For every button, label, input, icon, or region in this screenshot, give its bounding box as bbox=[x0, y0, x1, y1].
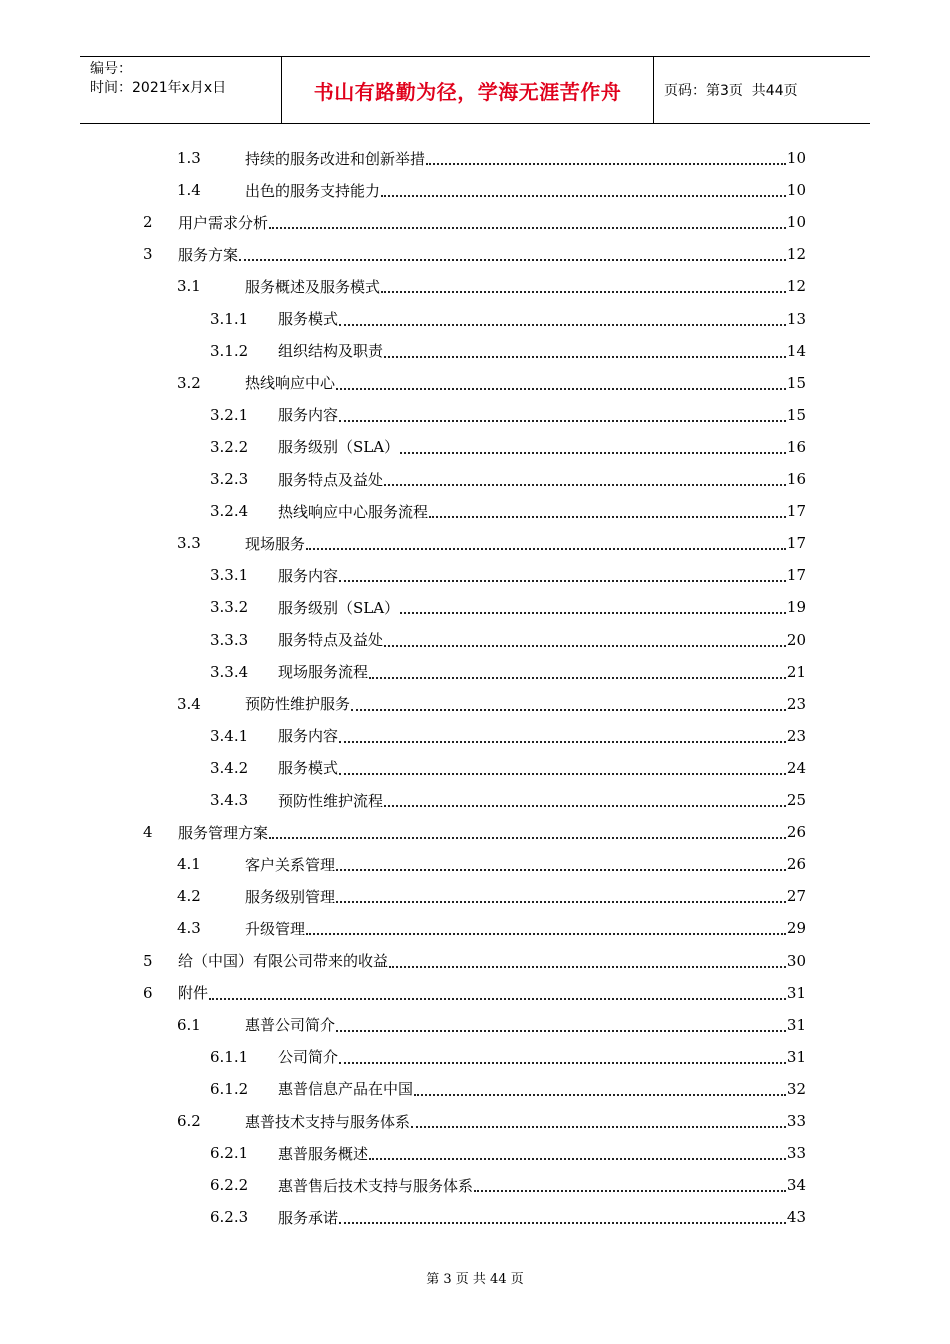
toc-entry[interactable] bbox=[177, 912, 806, 944]
toc-entry[interactable] bbox=[177, 688, 806, 720]
toc-entry-number: 6.1 bbox=[177, 1015, 201, 1034]
toc-entry-title: 惠普技术支持与服务体系 bbox=[245, 1112, 411, 1131]
toc-entry-title: 服务承诺 bbox=[278, 1208, 339, 1227]
toc-entry-title: 预防性维护服务 bbox=[245, 695, 351, 714]
toc-entry-title: 惠普公司简介 bbox=[245, 1016, 336, 1035]
toc-dot-leader bbox=[384, 789, 786, 807]
toc-entry-number: 3.3.1 bbox=[210, 566, 249, 585]
toc-entry[interactable] bbox=[210, 624, 806, 656]
toc-entry-page: 32 bbox=[786, 1079, 806, 1098]
toc-dot-leader bbox=[411, 1110, 786, 1128]
toc-entry-number: 3.2 bbox=[177, 373, 201, 392]
toc-entry-number: 3.4.3 bbox=[210, 791, 249, 809]
toc-entry-title: 服务模式 bbox=[278, 759, 339, 778]
toc-entry-page: 26 bbox=[786, 855, 806, 874]
toc-entry[interactable] bbox=[143, 977, 806, 1009]
toc-entry-number: 6.1.1 bbox=[210, 1047, 249, 1066]
toc-entry-title: 公司简介 bbox=[278, 1048, 339, 1067]
toc-entry-page: 16 bbox=[786, 470, 806, 488]
toc-entry-number: 4.2 bbox=[177, 887, 201, 906]
toc-dot-leader bbox=[336, 853, 786, 871]
toc-entry-number: 6.2.3 bbox=[210, 1208, 249, 1227]
toc-entry-page: 10 bbox=[786, 149, 806, 167]
toc-entry-page: 15 bbox=[786, 405, 806, 424]
toc-entry-number: 6.2.1 bbox=[210, 1144, 249, 1163]
toc-dot-leader bbox=[426, 147, 786, 165]
toc-dot-leader bbox=[381, 275, 786, 293]
page-header bbox=[80, 56, 870, 124]
toc-entry[interactable] bbox=[177, 848, 806, 880]
toc-entry-title: 惠普信息产品在中国 bbox=[278, 1080, 414, 1099]
toc-entry[interactable] bbox=[210, 431, 806, 463]
toc-entry[interactable] bbox=[210, 303, 806, 335]
toc-entry-page: 16 bbox=[786, 437, 806, 456]
toc-entry-page: 24 bbox=[786, 758, 806, 777]
toc-entry-page: 29 bbox=[786, 919, 806, 938]
toc-entry-page: 13 bbox=[786, 309, 806, 328]
toc-entry-page: 43 bbox=[786, 1208, 806, 1227]
toc-entry[interactable] bbox=[143, 816, 806, 848]
toc-entry-title: 持续的服务改进和创新举措 bbox=[245, 149, 426, 168]
toc-entry-title: 给（中国）有限公司带来的收益 bbox=[178, 952, 389, 970]
toc-entry[interactable] bbox=[210, 1041, 806, 1073]
toc-entry-title: 现场服务流程 bbox=[278, 663, 369, 682]
toc-dot-leader bbox=[339, 564, 786, 582]
toc-dot-leader bbox=[306, 917, 786, 935]
toc-entry[interactable] bbox=[210, 495, 806, 527]
toc-dot-leader bbox=[474, 1174, 786, 1192]
toc-entry[interactable] bbox=[143, 206, 806, 238]
toc-dot-leader bbox=[336, 885, 786, 903]
toc-dot-leader bbox=[339, 1046, 786, 1064]
toc-entry-page: 30 bbox=[786, 951, 806, 970]
header-meta bbox=[80, 57, 282, 123]
toc-entry-number: 3.2.1 bbox=[210, 405, 249, 424]
toc-dot-leader bbox=[339, 1206, 786, 1224]
document-date: 时间：2021年x月x日 bbox=[90, 80, 227, 96]
toc-entry[interactable] bbox=[210, 1137, 806, 1169]
header-page-info: 页码：第3页 共44页 bbox=[664, 83, 798, 99]
toc-dot-leader bbox=[269, 821, 786, 839]
toc-entry-number: 3.2.3 bbox=[210, 470, 249, 488]
toc-entry-title: 服务级别管理 bbox=[245, 887, 336, 906]
toc-entry-title: 服务内容 bbox=[278, 406, 339, 425]
toc-entry-title: 服务级别（SLA） bbox=[278, 438, 400, 457]
toc-entry-number: 3.4 bbox=[177, 694, 201, 713]
toc-entry-number: 3.2.4 bbox=[210, 502, 249, 521]
toc-dot-leader bbox=[351, 693, 786, 711]
toc-entry[interactable] bbox=[210, 335, 806, 367]
toc-entry-number: 3.3.4 bbox=[210, 662, 249, 681]
document-number-label: 编号： bbox=[90, 61, 132, 77]
toc-dot-leader bbox=[429, 500, 786, 518]
toc-entry-title: 附件 bbox=[178, 984, 209, 1003]
toc-entry-title: 服务内容 bbox=[278, 727, 339, 746]
toc-entry-page: 33 bbox=[786, 1144, 806, 1163]
toc-entry[interactable] bbox=[177, 174, 806, 206]
toc-entry-number: 4 bbox=[143, 823, 153, 842]
toc-entry[interactable] bbox=[210, 656, 806, 688]
toc-entry[interactable] bbox=[177, 527, 806, 559]
toc-entry-number: 3.3 bbox=[177, 534, 201, 553]
toc-entry-page: 20 bbox=[786, 630, 806, 649]
toc-dot-leader bbox=[306, 532, 786, 550]
toc-entry-page: 27 bbox=[786, 887, 806, 906]
toc-entry[interactable] bbox=[177, 270, 806, 302]
toc-entry-title: 惠普服务概述 bbox=[278, 1144, 369, 1163]
toc-dot-leader bbox=[384, 340, 786, 358]
toc-dot-leader bbox=[369, 1142, 786, 1160]
toc-entry-number: 3.1.1 bbox=[210, 309, 249, 328]
toc-entry-page: 17 bbox=[786, 566, 806, 585]
toc-entry-title: 升级管理 bbox=[245, 919, 306, 938]
toc-entry[interactable] bbox=[210, 591, 806, 623]
toc-entry-number: 4.1 bbox=[177, 855, 201, 874]
toc-entry-page: 21 bbox=[786, 662, 806, 681]
toc-entry-page: 33 bbox=[786, 1112, 806, 1130]
toc-entry-number: 3.2.2 bbox=[210, 437, 249, 456]
toc-entry-number: 2 bbox=[143, 213, 153, 232]
toc-entry-title: 服务方案 bbox=[178, 245, 239, 264]
toc-entry-number: 3.4.2 bbox=[210, 758, 249, 777]
toc-entry[interactable] bbox=[210, 463, 806, 495]
toc-entry[interactable] bbox=[143, 945, 806, 977]
toc-entry-title: 服务模式 bbox=[278, 310, 339, 328]
toc-dot-leader bbox=[389, 950, 786, 968]
toc-entry[interactable] bbox=[177, 1105, 806, 1137]
toc-entry-title: 热线响应中心 bbox=[245, 374, 336, 393]
toc-dot-leader bbox=[339, 308, 786, 326]
toc-entry[interactable] bbox=[210, 1073, 806, 1105]
toc-entry-title: 服务特点及益处 bbox=[278, 470, 384, 489]
toc-entry-number: 4.3 bbox=[177, 919, 201, 938]
toc-dot-leader bbox=[339, 757, 786, 775]
toc-entry-title: 服务内容 bbox=[278, 566, 339, 585]
toc-entry-page: 25 bbox=[786, 791, 806, 809]
toc-entry-page: 15 bbox=[786, 373, 806, 392]
toc-entry-page: 17 bbox=[786, 502, 806, 521]
toc-entry[interactable] bbox=[143, 238, 806, 270]
toc-entry[interactable] bbox=[210, 752, 806, 784]
toc-entry[interactable] bbox=[210, 1201, 806, 1233]
toc-dot-leader bbox=[269, 211, 786, 229]
toc-entry-page: 12 bbox=[786, 277, 806, 296]
toc-dot-leader bbox=[209, 982, 786, 1000]
toc-entry-number: 3.3.3 bbox=[210, 630, 249, 649]
toc-entry[interactable] bbox=[177, 1009, 806, 1041]
toc-dot-leader bbox=[384, 468, 786, 486]
toc-entry[interactable] bbox=[177, 367, 806, 399]
toc-entry[interactable] bbox=[177, 142, 806, 174]
toc-dot-leader bbox=[384, 629, 786, 647]
toc-entry-page: 10 bbox=[786, 213, 806, 232]
toc-entry-number: 3.4.1 bbox=[210, 726, 249, 745]
toc-entry-title: 客户关系管理 bbox=[245, 855, 336, 874]
toc-entry-number: 6.2.2 bbox=[210, 1176, 249, 1195]
toc-entry-title: 预防性维护流程 bbox=[278, 791, 384, 810]
toc-entry-number: 3.1 bbox=[177, 277, 201, 296]
toc-entry-title: 出色的服务支持能力 bbox=[245, 181, 381, 200]
toc-entry-number: 6 bbox=[143, 983, 153, 1002]
page-footer: 第 3 页 共 44 页 bbox=[426, 1272, 524, 1287]
toc-dot-leader bbox=[336, 1014, 786, 1032]
toc-dot-leader bbox=[414, 1078, 786, 1096]
toc-entry[interactable] bbox=[210, 559, 806, 591]
toc-dot-leader bbox=[239, 243, 786, 261]
toc-entry-title: 组织结构及职责 bbox=[278, 342, 384, 361]
toc-entry-number: 3 bbox=[143, 245, 153, 264]
header-motto: 书山有路勤为径，学海无涯苦作舟 bbox=[282, 57, 654, 123]
toc-entry-title: 服务特点及益处 bbox=[278, 631, 384, 649]
toc-entry-number: 6.2 bbox=[177, 1112, 201, 1130]
toc-entry[interactable] bbox=[210, 784, 806, 816]
toc-entry-title: 服务级别（SLA） bbox=[278, 598, 400, 617]
toc-entry-page: 31 bbox=[786, 983, 806, 1002]
toc-entry-title: 用户需求分析 bbox=[178, 213, 269, 232]
toc-entry-page: 31 bbox=[786, 1015, 806, 1034]
toc-dot-leader bbox=[400, 596, 786, 614]
toc-entry-title: 现场服务 bbox=[245, 534, 306, 553]
toc-entry-page: 34 bbox=[786, 1176, 806, 1195]
toc-entry-number: 3.3.2 bbox=[210, 598, 249, 617]
toc-entry-page: 19 bbox=[786, 598, 806, 617]
toc-dot-leader bbox=[369, 661, 786, 679]
toc-entry-number: 5 bbox=[143, 951, 153, 970]
toc-dot-leader bbox=[339, 725, 786, 743]
toc-entry[interactable] bbox=[210, 720, 806, 752]
toc-entry-title: 惠普售后技术支持与服务体系 bbox=[278, 1176, 474, 1195]
toc-entry-page: 23 bbox=[786, 694, 806, 713]
toc-entry-title: 热线响应中心服务流程 bbox=[278, 502, 429, 521]
toc-dot-leader bbox=[336, 372, 786, 390]
toc-entry-page: 17 bbox=[786, 534, 806, 553]
toc-entry-number: 1.4 bbox=[177, 181, 201, 200]
toc-entry-page: 23 bbox=[786, 726, 806, 745]
toc-entry-number: 1.3 bbox=[177, 149, 201, 167]
toc-dot-leader bbox=[339, 404, 786, 422]
toc-entry-page: 12 bbox=[786, 245, 806, 264]
toc-entry-title: 服务管理方案 bbox=[178, 823, 269, 842]
toc-entry[interactable] bbox=[177, 880, 806, 912]
toc-entry-title: 服务概述及服务模式 bbox=[245, 277, 381, 296]
toc-entry-page: 31 bbox=[786, 1047, 806, 1066]
toc-entry-number: 3.1.2 bbox=[210, 341, 249, 360]
toc-dot-leader bbox=[381, 179, 786, 197]
toc-entry-page: 10 bbox=[786, 181, 806, 200]
toc-entry[interactable] bbox=[210, 399, 806, 431]
toc-entry-page: 26 bbox=[786, 823, 806, 842]
toc-entry-number: 6.1.2 bbox=[210, 1079, 249, 1098]
toc-dot-leader bbox=[400, 436, 786, 454]
toc-entry-page: 14 bbox=[786, 341, 806, 360]
toc-entry[interactable] bbox=[210, 1169, 806, 1201]
